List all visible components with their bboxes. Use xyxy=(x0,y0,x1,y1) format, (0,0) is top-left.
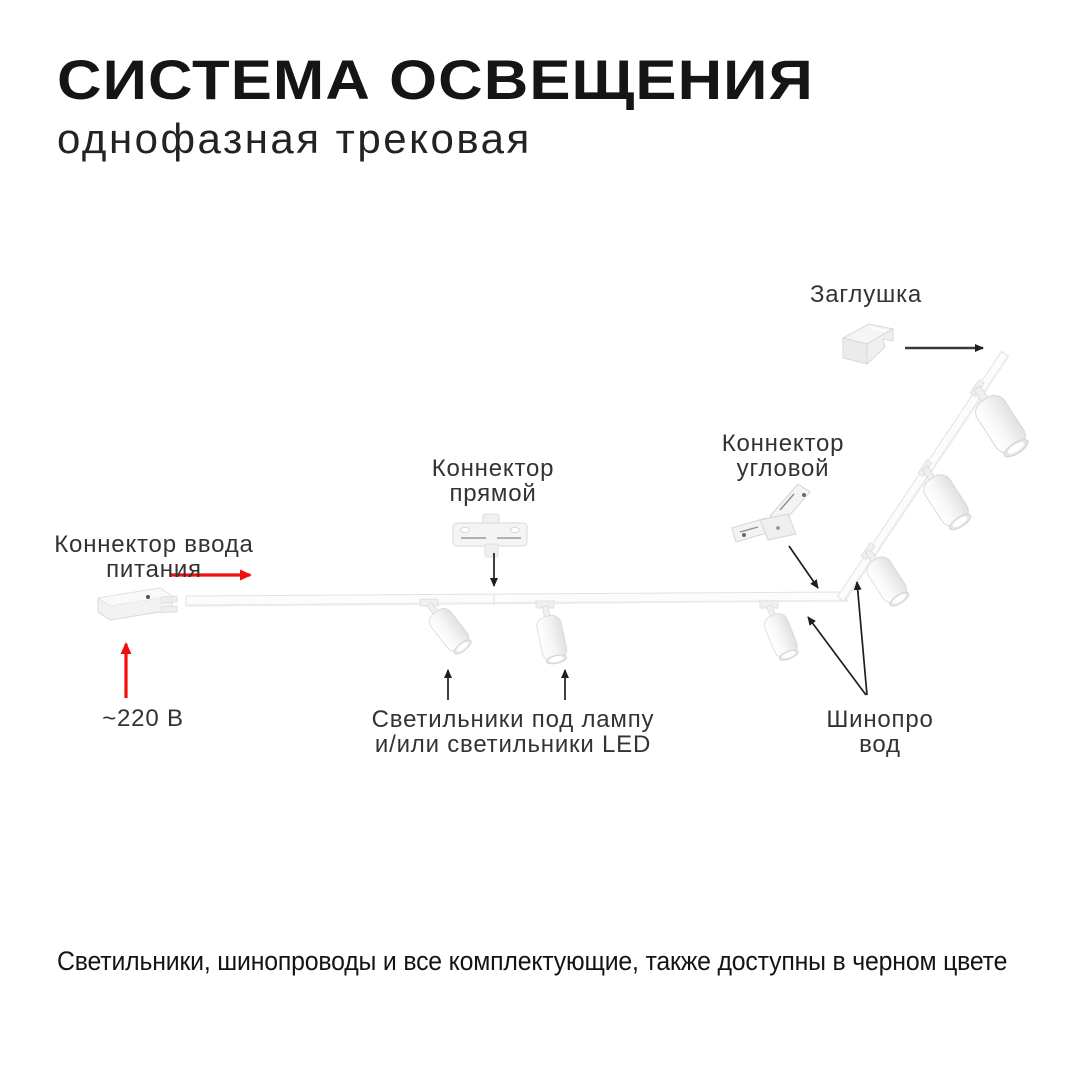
label-line: угловой xyxy=(736,455,830,482)
label-lamps xyxy=(333,707,693,757)
label-corner-connector xyxy=(683,431,883,481)
spotlight-1 xyxy=(419,596,475,657)
corner-connector-image xyxy=(732,484,810,542)
page-title: СИСТЕМА ОСВЕЩЕНИЯ xyxy=(57,48,814,111)
label-line: Светильники под лампу xyxy=(371,706,655,733)
arrow-busbar-2 xyxy=(857,582,867,695)
arrow-busbar-1 xyxy=(808,617,866,695)
arrow-corner-connector xyxy=(789,546,818,588)
label-busbar xyxy=(780,707,980,757)
label-straight-connector xyxy=(393,456,593,506)
label-line: прямой xyxy=(449,480,537,507)
spotlight-2 xyxy=(533,603,569,665)
label-endcap: Заглушка xyxy=(809,281,923,308)
straight-connector-image xyxy=(453,514,527,557)
label-line: и/или светильники LED xyxy=(374,731,652,758)
label-line: вод xyxy=(859,731,901,758)
endcap-image xyxy=(843,324,893,364)
power-input-connector-image xyxy=(98,588,177,620)
label-line: Коннектор ввода xyxy=(54,531,254,558)
page-subtitle: однофазная трековая xyxy=(57,115,532,162)
label-line: Коннектор xyxy=(721,430,845,457)
label-line: Шинопро xyxy=(826,706,934,733)
label-line: Коннектор xyxy=(431,455,555,482)
label-power-connector xyxy=(24,532,284,582)
spotlight-3 xyxy=(758,602,801,664)
label-line: питания xyxy=(106,556,202,583)
label-voltage: ~220 В xyxy=(102,705,184,732)
footer-note: Светильники, шинопроводы и все комплектующие, также доступны в черном цвете xyxy=(57,946,1008,976)
